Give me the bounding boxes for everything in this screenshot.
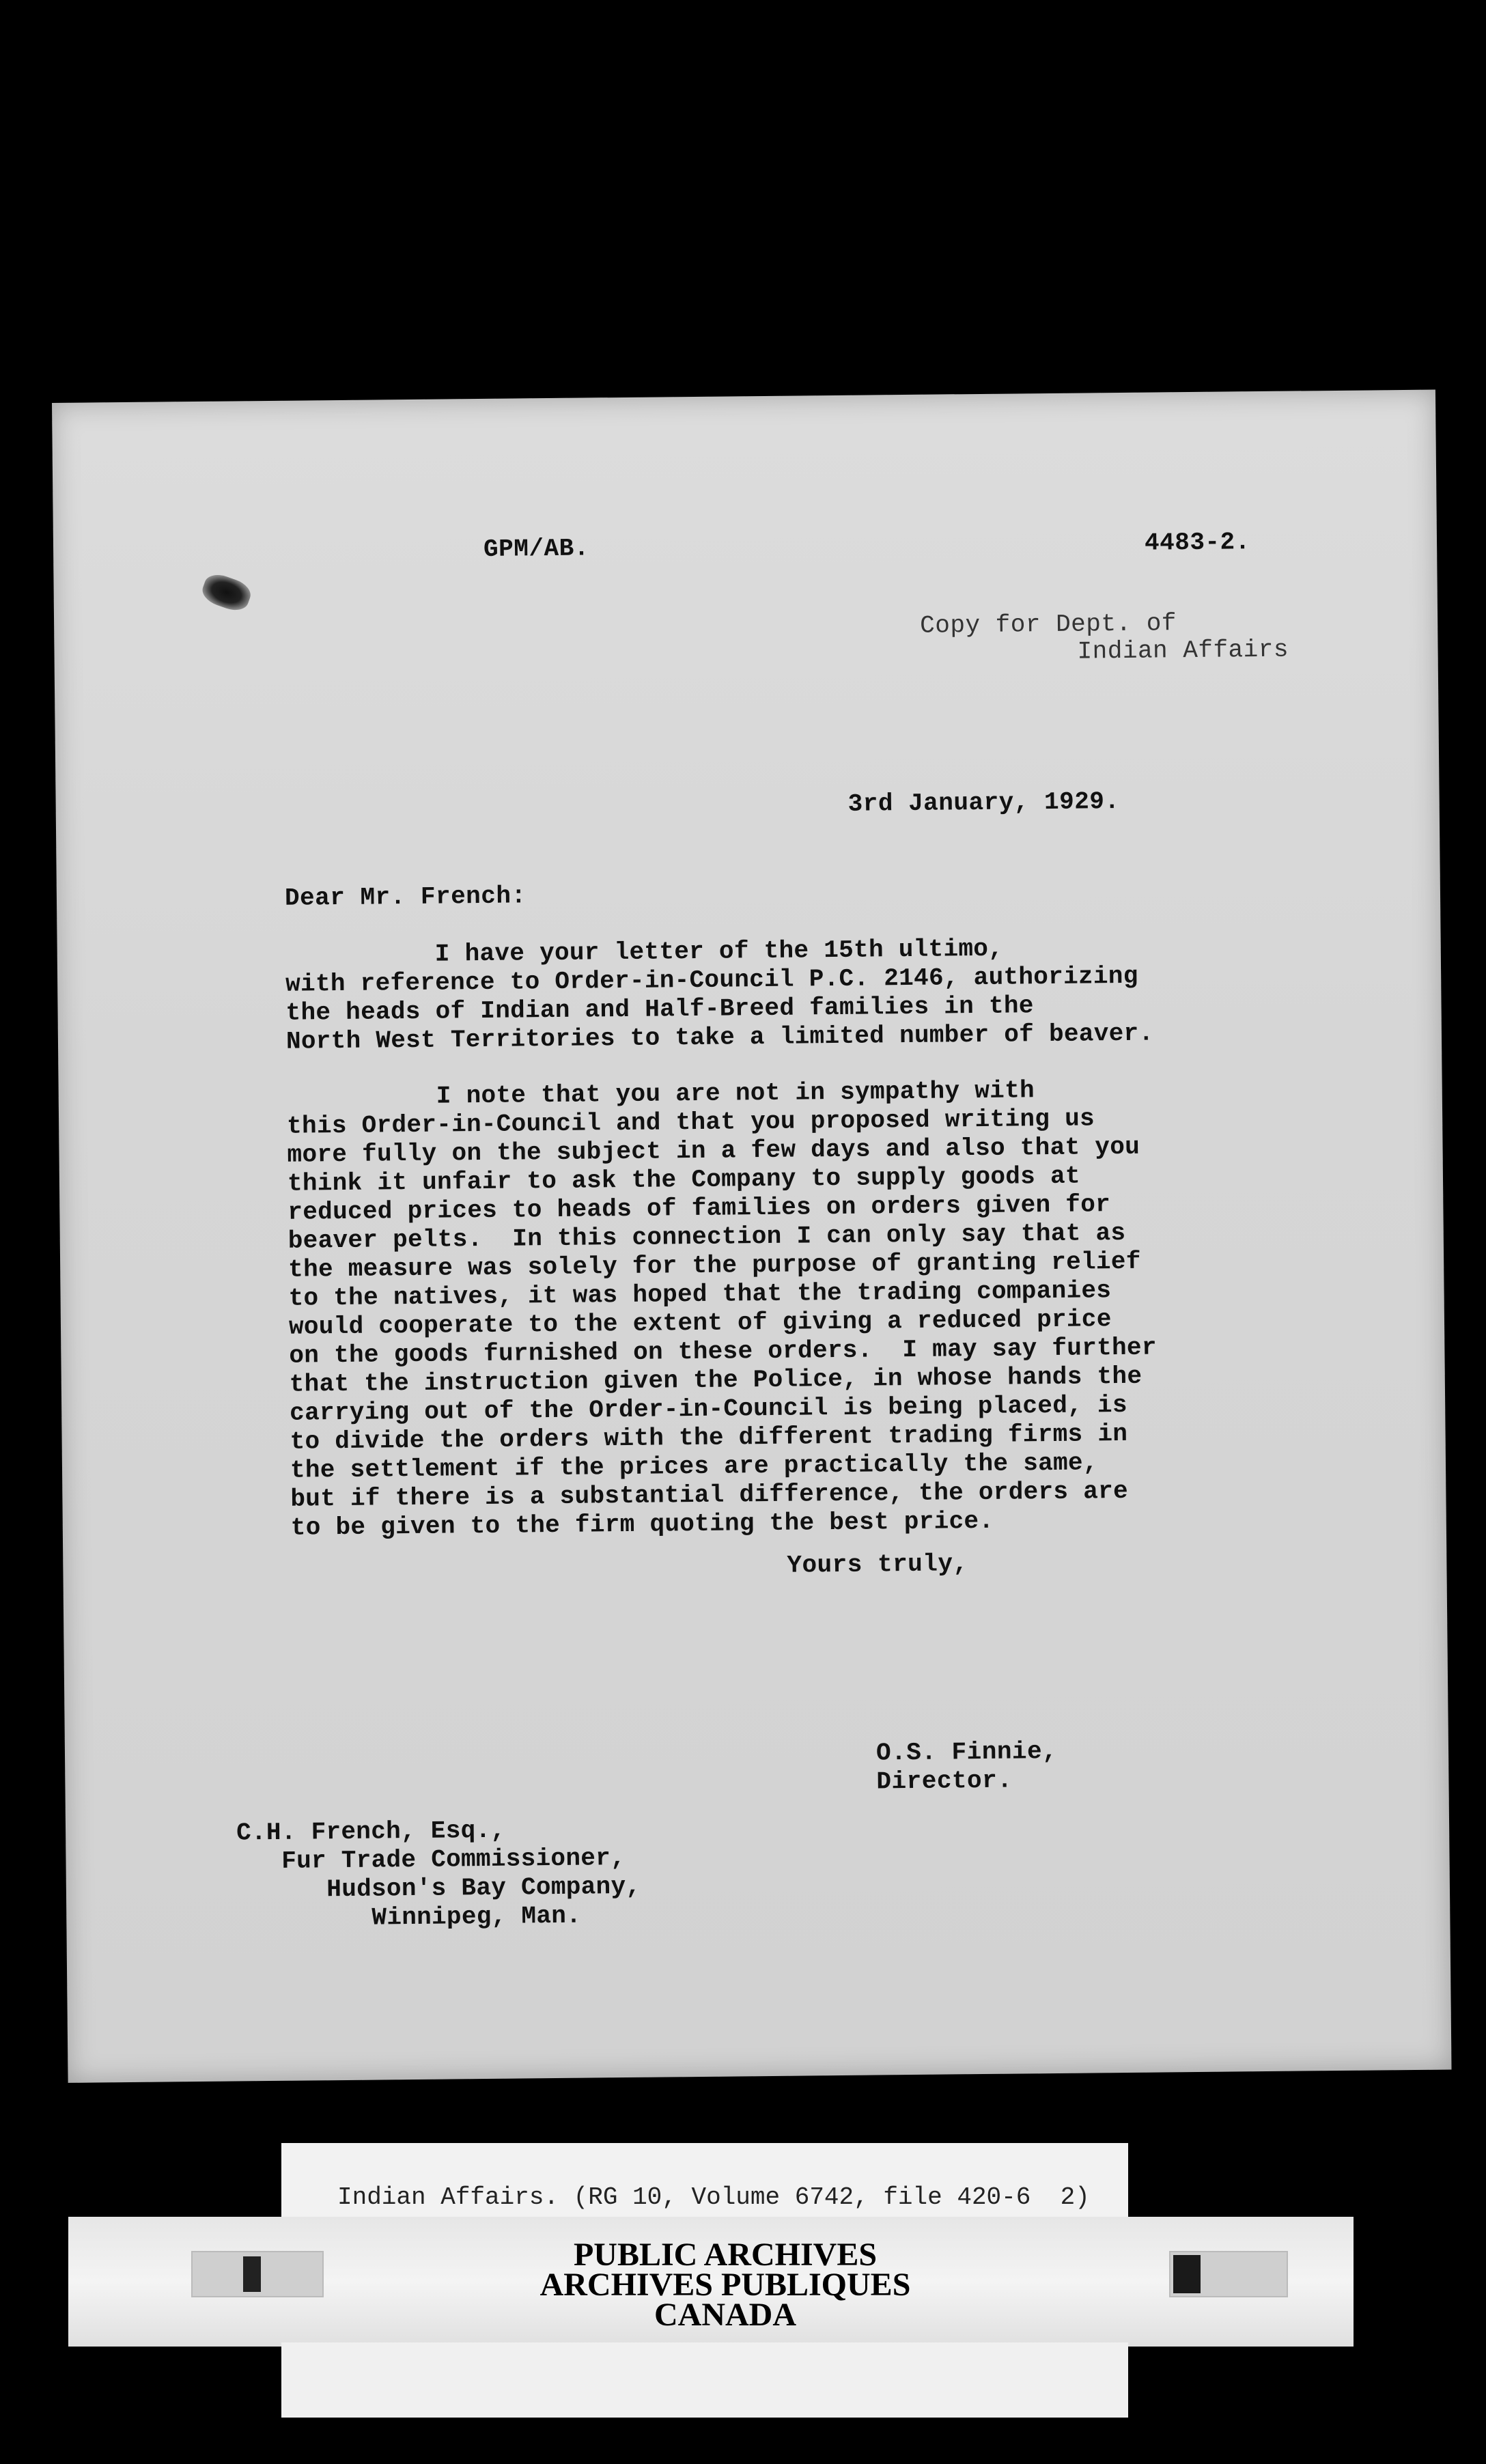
archive-label-line3: CANADA: [654, 2297, 796, 2333]
addressee-line: Hudson's Bay Company,: [236, 1872, 641, 1905]
signature-title: Director.: [876, 1766, 1013, 1796]
paragraph-2-line: on the goods furnished on these orders. I may say further: [289, 1333, 1157, 1370]
reference-right: 4483-2.: [1144, 528, 1250, 557]
paragraph-2-line: beaver pelts. In this connection I can only say that as: [288, 1218, 1126, 1255]
addressee-line: C.H. French, Esq.,: [236, 1816, 506, 1847]
film-tab-mark-icon: [1173, 2255, 1201, 2293]
signature-name: O.S. Finnie,: [875, 1737, 1058, 1767]
paragraph-2-line: would cooperate to the extent of giving a reduced price: [288, 1305, 1112, 1341]
archive-stamp: [281, 2237, 1169, 2333]
paragraph-2-line: carrying out of the Order-in-Council is being placed, is: [290, 1390, 1127, 1427]
film-tab-right: [1169, 2251, 1288, 2297]
paragraph-2-line: but if there is a substantial difference, the orders are: [290, 1476, 1129, 1513]
paragraph-2-line: think it unfair to ask the Company to supply goods at: [287, 1162, 1081, 1198]
salutation: Dear Mr. French:: [284, 882, 527, 912]
paragraph-1: [285, 931, 1379, 1056]
paragraph-2-line: the measure was solely for the purpose of granting relief: [288, 1247, 1141, 1284]
paragraph-2-line: that the instruction given the Police, in whose hands the: [289, 1362, 1142, 1399]
copy-note-line2: Indian Affairs: [1077, 635, 1289, 666]
film-tab-mark-icon: [243, 2256, 261, 2292]
paragraph-2-line: to be given to the firm quoting the best price.: [290, 1507, 994, 1542]
paragraph-2-line: this Order-in-Council and that you proposed writing us: [286, 1104, 1095, 1140]
ink-blot-mark: [199, 570, 254, 615]
addressee-block: [236, 1808, 1330, 1933]
paragraph-2-line: reduced prices to heads of families on orders given for: [288, 1190, 1111, 1227]
paragraph-2-line: to the natives, it was hoped that the trading companies: [288, 1276, 1112, 1313]
letter-date: 3rd January, 1929.: [847, 787, 1120, 818]
addressee-line: Fur Trade Commissioner,: [236, 1844, 626, 1876]
paragraph-2: [287, 1073, 1384, 1542]
paragraph-2-line: more fully on the subject in a few days and also that you: [287, 1132, 1140, 1169]
copy-note-line1: Copy for Dept. of: [919, 609, 1177, 640]
archive-bottom-strip: [281, 2342, 1128, 2418]
archive-file-reference: Indian Affairs. (RG 10, Volume 6742, file 420-6 2): [337, 2183, 1090, 2211]
reference-left: GPM/AB.: [483, 534, 590, 563]
addressee-line: Winnipeg, Man.: [237, 1901, 582, 1933]
paragraph-1-line: the heads of Indian and Half-Breed families in the: [285, 992, 1034, 1027]
paragraph-2-line: the settlement if the prices are practically the same,: [290, 1448, 1098, 1485]
paragraph-2-line: I note that you are not in sympathy with: [286, 1076, 1035, 1112]
paragraph-1-line: I have your letter of the 15th ultimo,: [285, 934, 1004, 970]
archive-label-line1: PUBLIC ARCHIVES: [573, 2237, 878, 2273]
closing: Yours truly,: [787, 1550, 968, 1580]
paragraph-1-line: with reference to Order-in-Council P.C. 2146, authorizing: [285, 962, 1138, 998]
paragraph-1-line: North West Territories to take a limited number of beaver.: [285, 1019, 1154, 1056]
archive-label-line2: ARCHIVES PUBLIQUES: [539, 2267, 911, 2303]
letter-sheet: [52, 390, 1452, 2083]
paragraph-2-line: to divide the orders with the different trading firms in: [290, 1419, 1128, 1456]
